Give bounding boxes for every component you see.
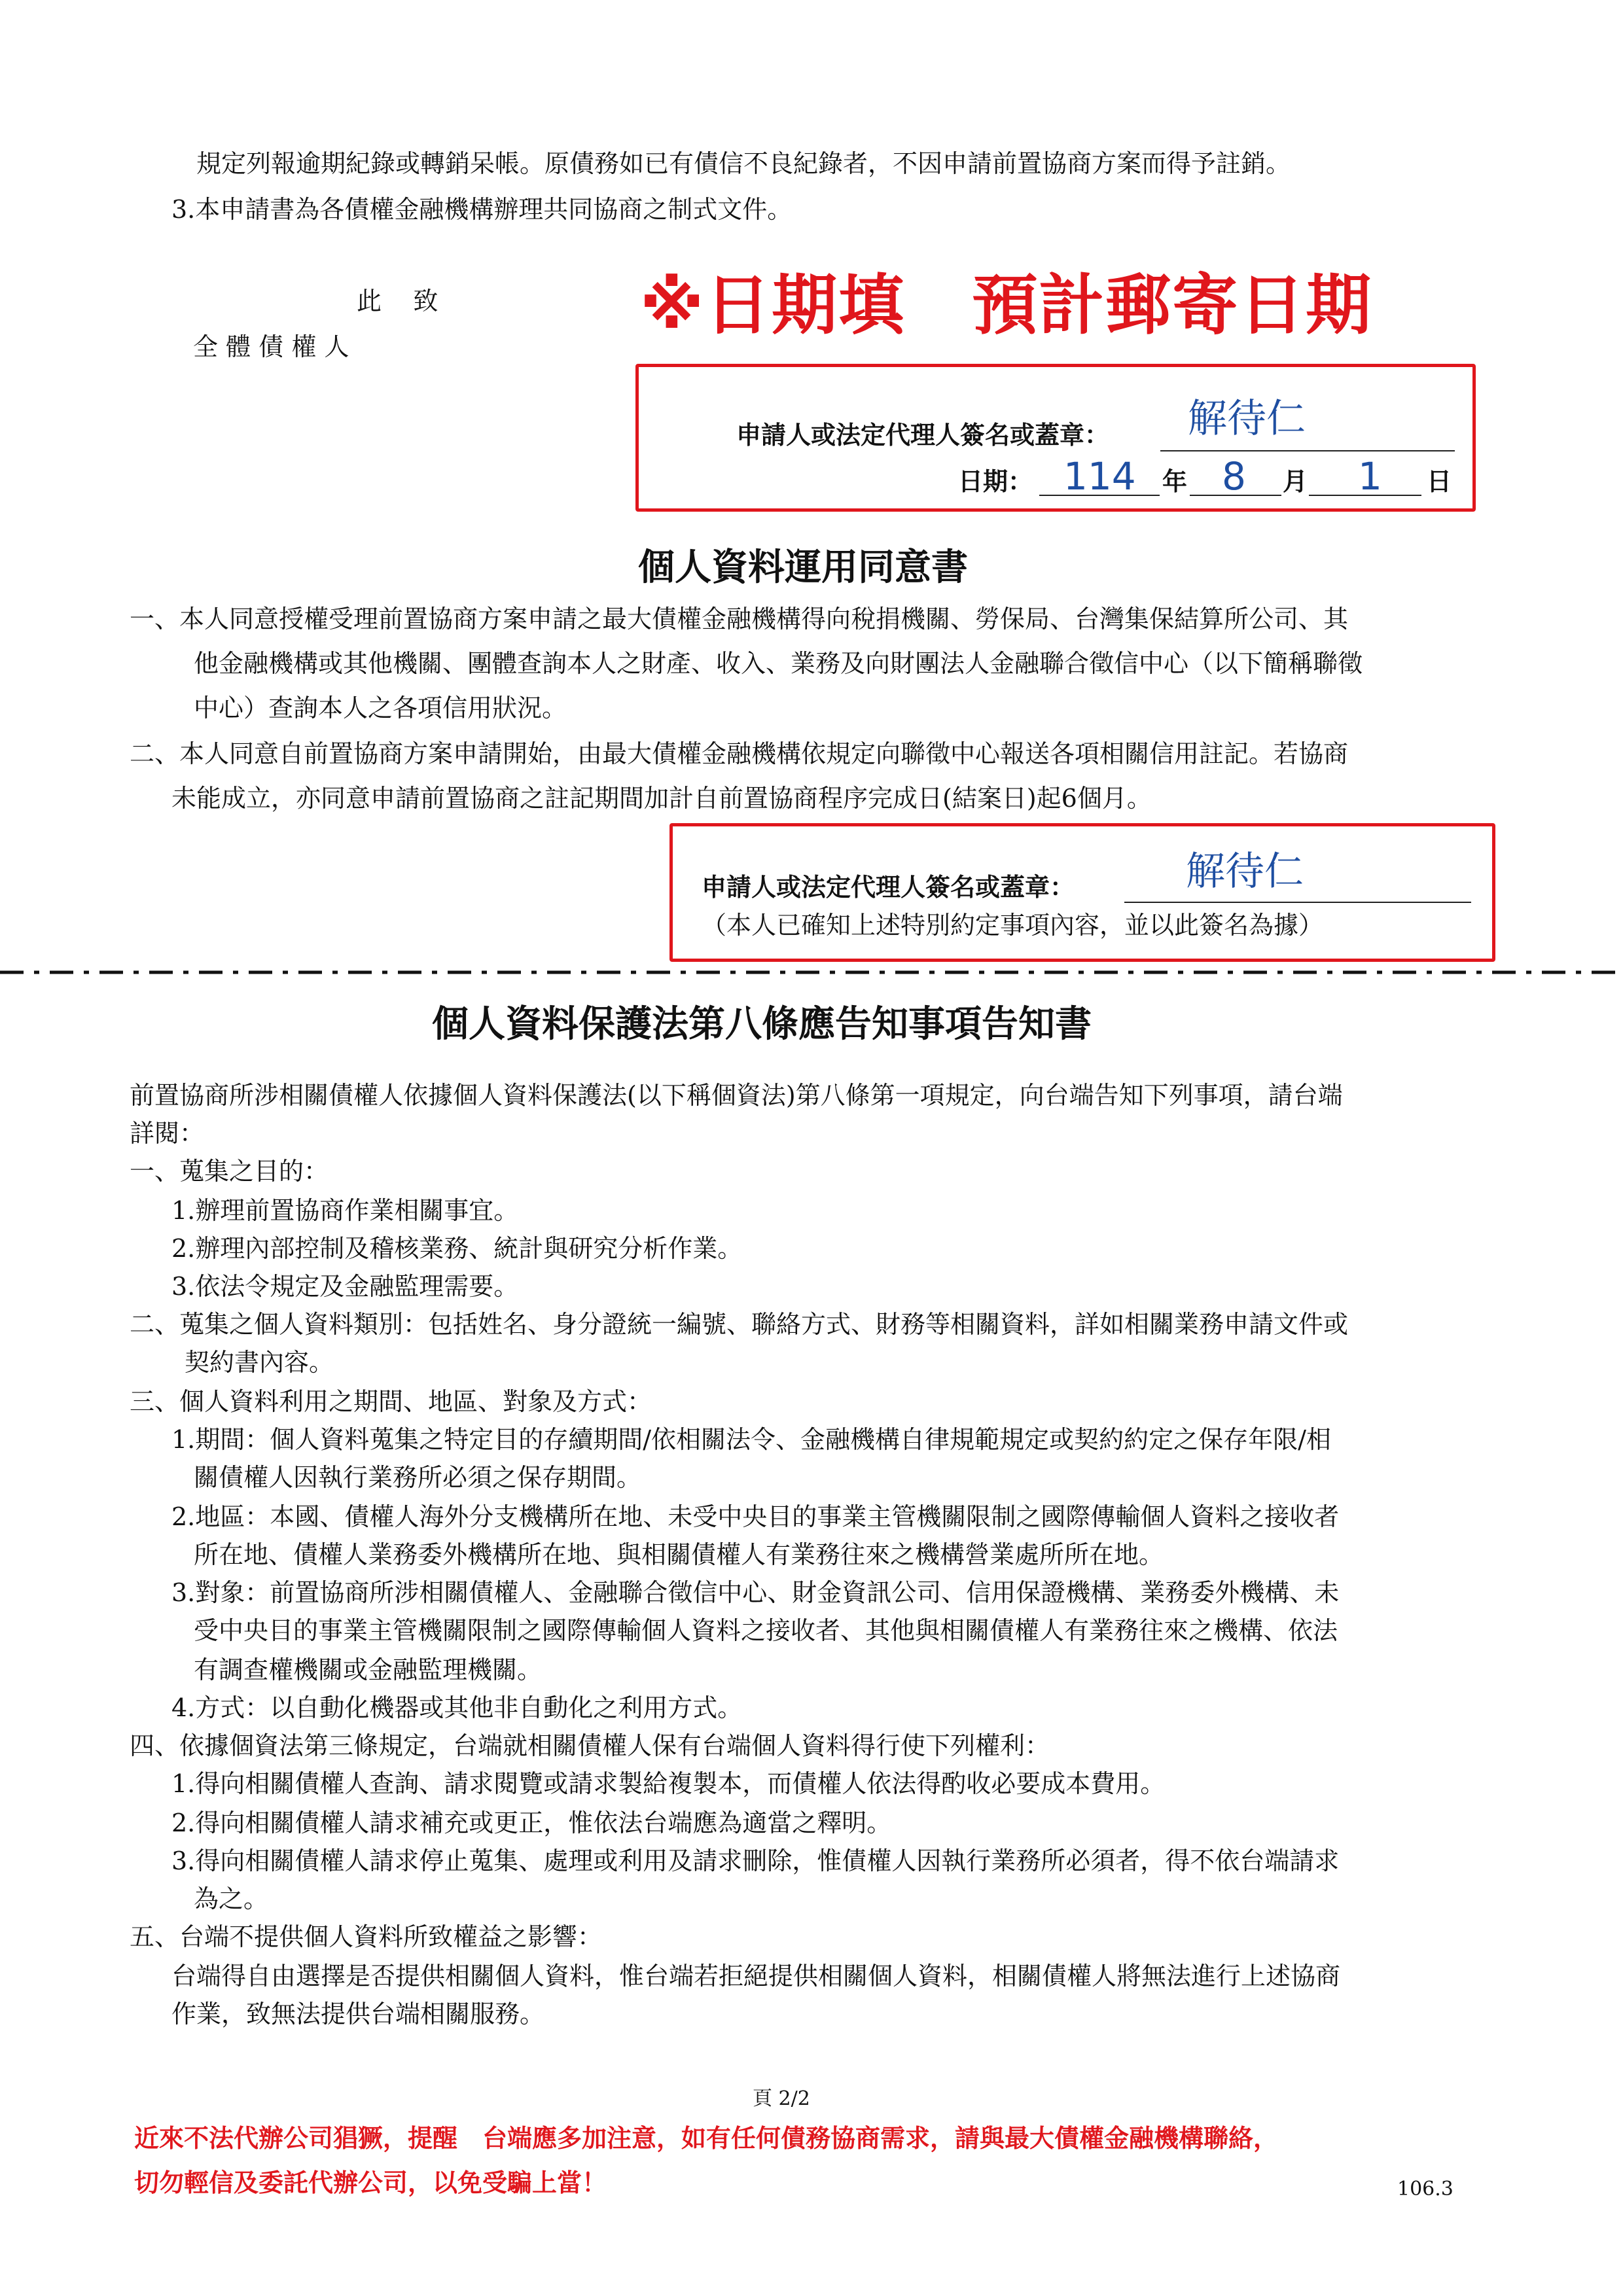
section-5-line-2: 作業，致無法提供台端相關服務。: [171, 2000, 545, 2028]
section-1-item-3: 3.依法令規定及金融監理需要。: [171, 1272, 519, 1301]
section-3-item-3-line-2: 受中央目的事業主管機關限制之國際傳輸個人資料之接收者、其他與相關債權人有業務往來之機構、依法: [194, 1616, 1338, 1645]
section-3-item-1-line-1: 1.期間：個人資料蒐集之特定目的存續期間/依相關法令、金融機構自律規範規定或契約約定之保存年限/相: [171, 1425, 1331, 1454]
section-2-line-2: 契約書內容。: [185, 1348, 334, 1377]
section-5-line-1: 台端得自由選擇是否提供相關個人資料，惟台端若拒絕提供相關個人資料，相關債權人將無法進行上述協商: [171, 1962, 1341, 1990]
clause-3: 3.本申請書為各債權金融機構辦理共同協商之制式文件。: [171, 195, 793, 224]
applicant-signature-2: 解待仁: [1186, 849, 1304, 894]
fraud-warning-line-1: 近來不法代辦公司猖獗，提醒 台端應多加注意，如有任何債務協商需求，請與最大債權金融機構聯絡，: [134, 2123, 1279, 2153]
section-4-item-2: 2.得向相關債權人請求補充或更正，惟依法台端應為適當之釋明。: [171, 1809, 892, 1837]
consent-item-2-line-1: 二、本人同意自前置協商方案申請開始，由最大債權金融機構依規定向聯徵中心報送各項相關信用註記。若協商: [130, 739, 1349, 768]
section-3-item-3-line-3: 有調查權機關或金融監理機關。: [194, 1655, 543, 1684]
notice-intro-line-2: 詳閱：: [130, 1119, 205, 1148]
section-4-heading: 四、依據個資法第三條規定，台端就相關債權人保有台端個人資料得行使下列權利：: [130, 1731, 1050, 1760]
consent-title: 個人資料運用同意書: [638, 546, 968, 589]
closing-recipient: 全 體 債 權 人: [193, 332, 349, 361]
section-4-item-3-line-2: 為之。: [194, 1884, 269, 1913]
section-3-item-1-line-2: 關債權人因執行業務所必須之保存期間。: [194, 1463, 642, 1492]
year-value: 114: [1063, 454, 1136, 499]
consent-item-1-line-1: 一、本人同意授權受理前置協商方案申請之最大債權金融機構得向稅捐機關、勞保局、台灣集保結算所公司、其: [130, 605, 1349, 633]
consent-item-1-line-3: 中心）查詢本人之各項信用狀況。: [194, 694, 567, 722]
confirmation-note: （本人已確知上述特別約定事項內容，並以此簽名為據）: [702, 911, 1324, 940]
section-3-item-4: 4.方式：以自動化機器或其他非自動化之利用方式。: [171, 1693, 743, 1722]
section-1-item-1: 1.辦理前置協商作業相關事宜。: [171, 1196, 519, 1225]
section-2-line-1: 二、蒐集之個人資料類別：包括姓名、身分證統一編號、聯絡方式、財務等相關資料，詳如相關業務申請文件或: [130, 1310, 1349, 1339]
continued-text-line: 規定列報逾期紀錄或轉銷呆帳。原債務如已有債信不良紀錄者，不因申請前置協商方案而得予註銷。: [196, 149, 1291, 178]
section-4-item-1: 1.得向相關債權人查詢、請求閱覽或請求製給複製本，而債權人依法得酌收必要成本費用。: [171, 1769, 1166, 1798]
signature-label: 申請人或法定代理人簽名或蓋章：: [736, 420, 1110, 450]
date-label: 日期：: [958, 467, 1033, 496]
year-unit: 年: [1162, 467, 1188, 496]
closing-cizhi: 此 致: [357, 287, 438, 315]
section-3-item-2-line-1: 2.地區：本國、債權人海外分支機構所在地、未受中央目的事業主管機關限制之國際傳輸個人資料之接收者: [171, 1502, 1340, 1531]
fraud-warning-line-2: 切勿輕信及委託代辦公司，以免受騙上當！: [134, 2168, 607, 2197]
applicant-signature: 解待仁: [1188, 396, 1306, 442]
section-1-heading: 一、蒐集之目的：: [130, 1157, 329, 1186]
notice-title: 個人資料保護法第八條應告知事項告知書: [432, 1002, 1092, 1046]
section-3-item-3-line-1: 3.對象：前置協商所涉相關債權人、金融聯合徵信中心、財金資訊公司、信用保證機構、業務委外機構、未: [171, 1578, 1340, 1607]
section-4-item-3-line-1: 3.得向相關債權人請求停止蒐集、處理或利用及請求刪除，惟債權人因執行業務所必須者，得不依台端請求: [171, 1846, 1340, 1875]
consent-item-2-line-2: 未能成立，亦同意申請前置協商之註記期間加計自前置協商程序完成日(結案日)起6個月。: [171, 784, 1152, 813]
section-5-heading: 五、台端不提供個人資料所致權益之影響：: [130, 1922, 603, 1951]
section-3-heading: 三、個人資料利用之期間、地區、對象及方式：: [130, 1387, 652, 1416]
page-number: 頁 2/2: [753, 2087, 810, 2110]
consent-item-1-line-2: 他金融機構或其他機關、團體查詢本人之財產、收入、業務及向財團法人金融聯合徵信中心（以下簡稱聯徵: [194, 649, 1363, 678]
form-version: 106.3: [1397, 2178, 1454, 2200]
cut-line-divider: [0, 966, 1623, 979]
signature-label-2: 申請人或法定代理人簽名或蓋章：: [702, 872, 1075, 902]
day-unit: 日: [1427, 467, 1452, 496]
month-unit: 月: [1283, 467, 1308, 496]
day-value: 1: [1358, 454, 1382, 499]
date-fill-notice: ※日期填 預計郵寄日期: [640, 267, 1373, 344]
notice-intro-line-1: 前置協商所涉相關債權人依據個人資料保護法(以下稱個資法)第八條第一項規定，向台端告知下列事項，請台端: [130, 1081, 1343, 1110]
section-3-item-2-line-2: 所在地、債權人業務委外機構所在地、與相關債權人有業務往來之機構營業處所所在地。: [194, 1540, 1164, 1569]
month-value: 8: [1222, 454, 1246, 499]
section-1-item-2: 2.辦理內部控制及稽核業務、統計與研究分析作業。: [171, 1234, 743, 1263]
